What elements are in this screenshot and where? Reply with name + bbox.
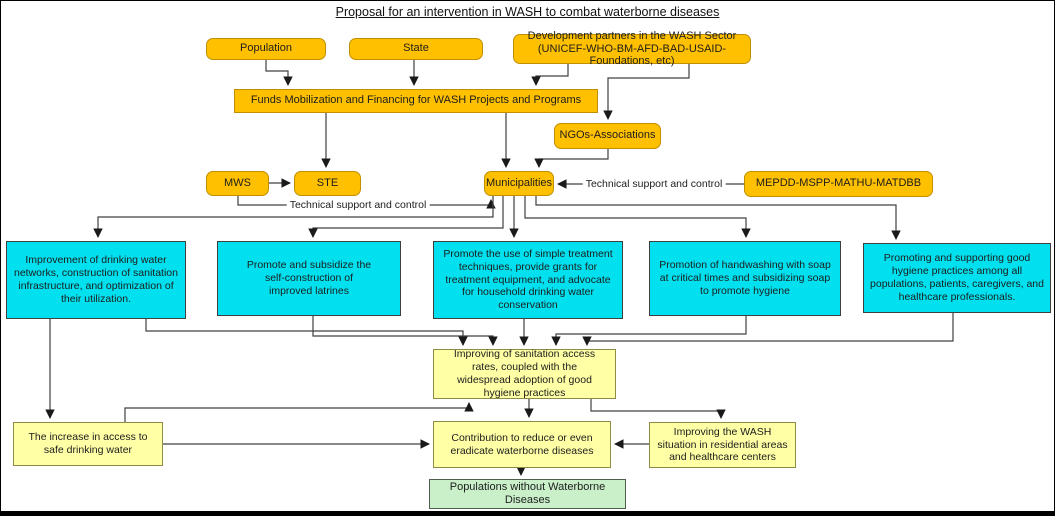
node-development-partners: Development partners in the WASH Sector (UNICEF-WHO-BM-AFD-BAD-USAID-Foundations, etc) bbox=[513, 34, 751, 64]
node-water-access: The increase in access to safe drinking water bbox=[13, 422, 163, 466]
node-ngos-associations: NGOs-Associations bbox=[554, 123, 661, 149]
node-state: State bbox=[349, 38, 483, 60]
diagram-title: Proposal for an intervention in WASH to combat waterborne diseases bbox=[335, 5, 720, 19]
arrow-devpartners-to-ngos bbox=[608, 64, 689, 119]
arrow-municipalities-to-handwashing bbox=[525, 196, 746, 237]
node-handwashing: Promotion of handwashing with soap at critical times and subsidizing soap to promote hygiene bbox=[649, 241, 841, 316]
node-municipalities: Municipalities bbox=[484, 171, 554, 196]
arrow-ngos-to-municipalities bbox=[539, 149, 608, 167]
node-ministries: MEPDD-MSPP-MATHU-MATDBB bbox=[744, 171, 933, 197]
node-funds-mobilization: Funds Mobilization and Financing for WASH Projects and Programs bbox=[234, 89, 598, 113]
node-mws: MWS bbox=[206, 171, 269, 196]
arrow-hygiene-to-sanitation bbox=[587, 313, 953, 345]
node-wash-situation: Improving the WASH situation in residential areas and healthcare centers bbox=[649, 422, 796, 468]
node-ste: STE bbox=[294, 171, 361, 196]
arrow-water-access-to-sanitation bbox=[125, 403, 469, 422]
node-treatment: Promote the use of simple treatment techniques, provide grants for treatment equipment, and advocate for household drinking water conservation bbox=[433, 241, 623, 319]
label-technical-support-right: Technical support and control bbox=[583, 178, 726, 190]
arrow-sanitation-to-wash-situation bbox=[591, 399, 721, 418]
node-reduce-diseases: Contribution to reduce or even eradicate waterborne diseases bbox=[433, 421, 611, 468]
arrow-population-to-funds bbox=[266, 60, 288, 85]
node-sanitation-rates: Improving of sanitation access rates, coupled with the widespread adoption of good hygiene practices bbox=[433, 349, 616, 399]
node-latrines: Promote and subsidize the self-construction of improved latrines bbox=[217, 241, 401, 316]
arrow-water-networks-to-sanitation bbox=[146, 319, 463, 345]
node-water-networks: Improvement of drinking water networks, construction of sanitation infrastructure, and optimization of their utilization. bbox=[6, 241, 186, 319]
node-populations-without-diseases: Populations without Waterborne Diseases bbox=[429, 479, 626, 509]
node-population: Population bbox=[206, 38, 326, 60]
node-hygiene-practices: Promoting and supporting good hygiene practices among all populations, patients, caregivers, and healthcare professionals. bbox=[863, 243, 1051, 313]
label-technical-support-left: Technical support and control bbox=[287, 199, 430, 211]
